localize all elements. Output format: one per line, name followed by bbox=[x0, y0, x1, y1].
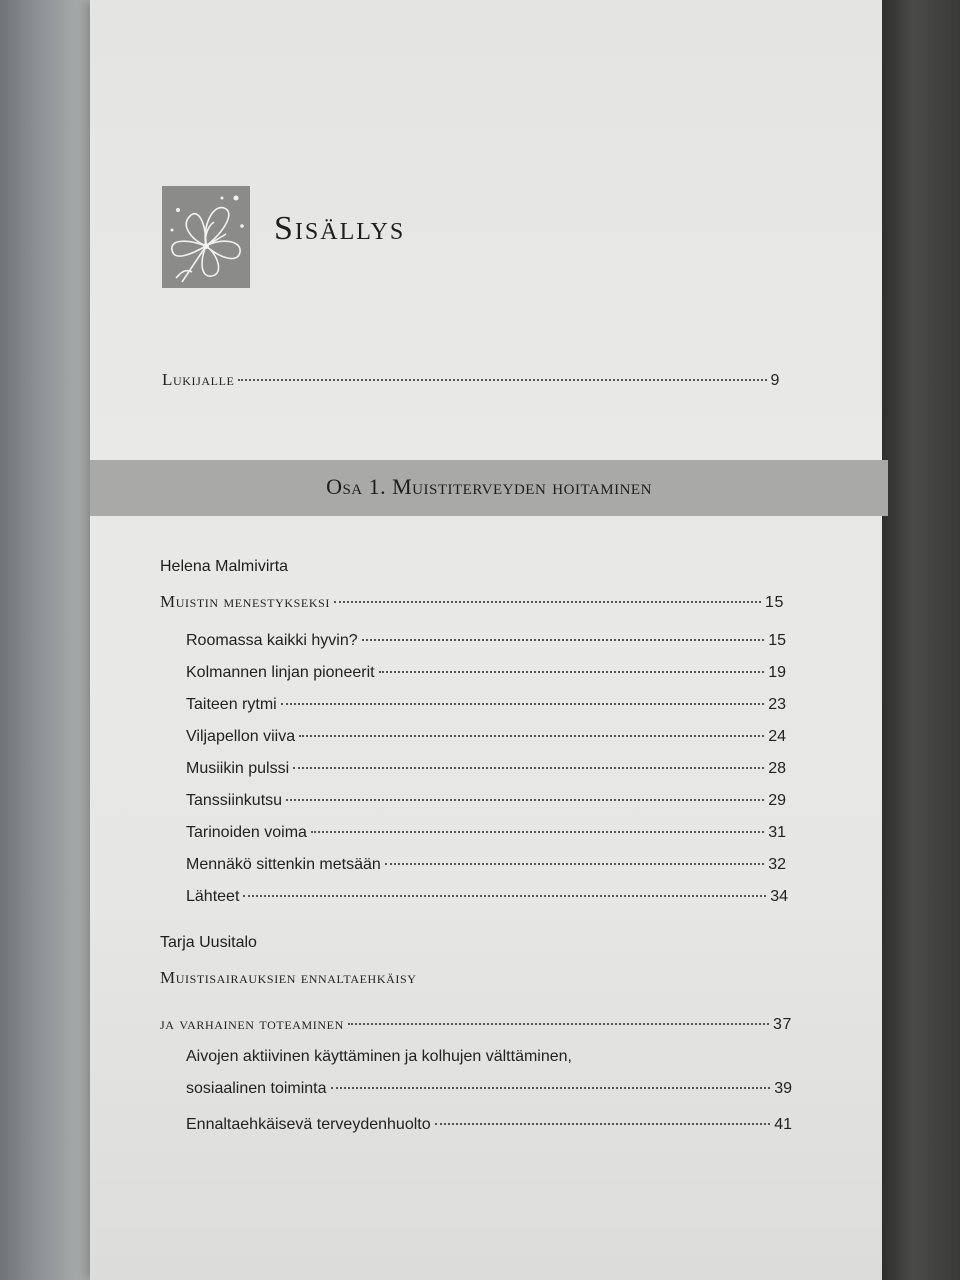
toc-entry-label: Lukijalle bbox=[162, 370, 235, 389]
leader-dots bbox=[379, 671, 765, 673]
toc-page-number: 24 bbox=[768, 728, 786, 745]
toc-entry-label: Lähteet bbox=[186, 888, 240, 905]
page-title: Sisällys bbox=[274, 210, 406, 247]
toc-entry-label: Tanssiinkutsu bbox=[186, 792, 283, 809]
leader-dots bbox=[385, 863, 764, 865]
leader-dots bbox=[348, 1023, 769, 1025]
leader-dots bbox=[435, 1123, 771, 1125]
toc-page-number: 39 bbox=[774, 1080, 792, 1097]
toc-entry[interactable] bbox=[186, 856, 786, 874]
leader-dots bbox=[286, 799, 764, 801]
toc-section-heading[interactable] bbox=[160, 592, 784, 612]
toc-page-number: 15 bbox=[765, 594, 784, 611]
toc-entry-label: Ennaltaehkäisevä terveydenhuolto bbox=[186, 1116, 431, 1133]
leader-dots bbox=[362, 639, 765, 641]
toc-entry-lukijalle[interactable] bbox=[162, 370, 780, 390]
leader-dots bbox=[334, 601, 761, 603]
toc-entry-label: sosiaalinen toiminta bbox=[186, 1080, 327, 1097]
toc-entry-label: Musiikin pulssi bbox=[186, 760, 290, 777]
toc-section-heading[interactable] bbox=[160, 1014, 792, 1034]
toc-page-number: 34 bbox=[770, 888, 788, 905]
background-surface bbox=[882, 0, 960, 1280]
toc-entry[interactable] bbox=[186, 664, 786, 682]
toc-page-number: 31 bbox=[768, 824, 786, 841]
toc-page-number: 23 bbox=[768, 696, 786, 713]
toc-page-number: 19 bbox=[768, 664, 786, 681]
toc-entry-label: Tarinoiden voima bbox=[186, 824, 307, 841]
toc-page-number: 15 bbox=[768, 632, 786, 649]
toc-page-number: 9 bbox=[770, 372, 780, 389]
toc-entry[interactable] bbox=[186, 792, 786, 810]
leader-dots bbox=[238, 379, 766, 381]
section-author: Tarja Uusitalo bbox=[160, 934, 257, 951]
toc-page-number: 32 bbox=[768, 856, 786, 873]
part-title: Osa 1. Muistiterveyden hoitaminen bbox=[326, 474, 652, 499]
leader-dots bbox=[281, 703, 765, 705]
toc-entry-label: Kolmannen linjan pioneerit bbox=[186, 664, 375, 681]
toc-page-number: 28 bbox=[768, 760, 786, 777]
toc-entry[interactable] bbox=[186, 824, 786, 842]
toc-entry-label: ja varhainen toteaminen bbox=[160, 1014, 344, 1033]
toc-page-number: 41 bbox=[774, 1116, 792, 1133]
facing-page-edge bbox=[0, 0, 96, 1280]
toc-entry[interactable] bbox=[186, 760, 786, 778]
toc-entry[interactable] bbox=[186, 696, 786, 714]
toc-entry[interactable] bbox=[186, 888, 788, 906]
toc-entry-line1[interactable]: Aivojen aktiivinen käyttäminen ja kolhujen välttäminen, bbox=[186, 1048, 572, 1065]
toc-entry-label: Muistin menestykseksi bbox=[160, 592, 330, 611]
toc-section-heading-line1[interactable]: Muistisairauksien ennaltaehkäisy bbox=[160, 968, 417, 987]
toc-entry-label: Roomassa kaikki hyvin? bbox=[186, 632, 358, 649]
leader-dots bbox=[293, 767, 764, 769]
leader-dots bbox=[331, 1087, 771, 1089]
toc-entry[interactable] bbox=[186, 1080, 792, 1098]
toc-entry-label: Mennäkö sittenkin metsään bbox=[186, 856, 381, 873]
toc-entry[interactable] bbox=[186, 632, 786, 650]
toc-entry[interactable] bbox=[186, 728, 786, 746]
toc-entry[interactable] bbox=[186, 1116, 792, 1134]
toc-page-number: 29 bbox=[768, 792, 786, 809]
flower-icon bbox=[162, 186, 250, 288]
toc-entry-label: Viljapellon viiva bbox=[186, 728, 296, 745]
part-banner bbox=[90, 460, 888, 516]
leader-dots bbox=[311, 831, 764, 833]
toc-entry-label: Taiteen rytmi bbox=[186, 696, 277, 713]
leader-dots bbox=[299, 735, 764, 737]
leader-dots bbox=[243, 895, 766, 897]
toc-page-number: 37 bbox=[773, 1016, 792, 1033]
section-author: Helena Malmivirta bbox=[160, 558, 289, 575]
